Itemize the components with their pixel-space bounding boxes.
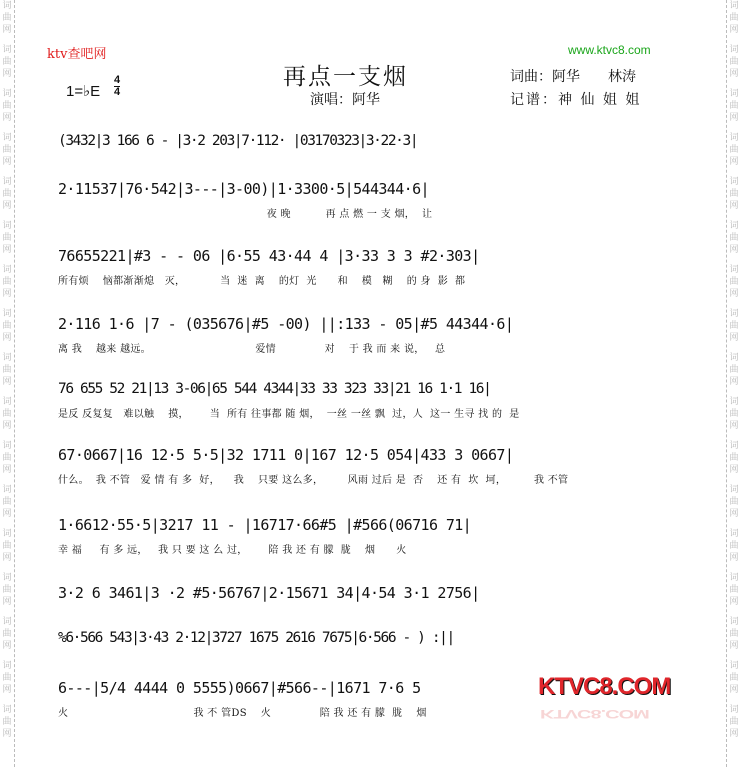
lyrics: 夜 晚 再 点 燃 一 支 烟， 让 xyxy=(58,209,433,220)
watermark-mark: 词 曲 网 xyxy=(2,177,12,211)
score-line-7 xyxy=(58,514,694,558)
score-line-8 xyxy=(58,582,694,604)
score-line-4 xyxy=(58,313,694,357)
watermark-mark: 词 曲 网 xyxy=(2,661,12,695)
watermark-mark: 词 曲 网 xyxy=(729,177,739,211)
lyrics: 离 我 越来 越远。 爱情 对 于 我 而 来 说， 总 xyxy=(58,344,446,355)
singer-credit: 演唱：阿华 xyxy=(310,92,380,108)
score-line-9 xyxy=(58,627,694,649)
watermark-mark: 词 曲 网 xyxy=(729,617,739,651)
lyrics xyxy=(58,160,694,174)
notation: %6·566 543|3·43 2·12|3727 1675 2616 7675|6·566 - ) :|| xyxy=(58,630,454,646)
notation: 2·11537|76·542|3---|3-00)|1·3300·5|544344·6| xyxy=(58,180,429,198)
right-watermark-strip xyxy=(726,0,740,767)
watermark-mark: 词 曲 网 xyxy=(729,353,739,387)
lyrics: 是反 反复复 难以触 摸， 当 所有 往事都 随 烟， 一丝 一丝 飘 过，人 这一 生寻 找 的 是 xyxy=(58,409,520,420)
score-line-5 xyxy=(58,378,694,422)
watermark-mark: 词 曲 网 xyxy=(2,133,12,167)
watermark-mark: 词 曲 网 xyxy=(2,309,12,343)
watermark-mark: 词 曲 网 xyxy=(2,617,12,651)
lyrics: 火 我 不 管DS 火 陪 我 还 有 朦 胧 烟 xyxy=(58,708,427,719)
watermark-mark: 词 曲 网 xyxy=(2,529,12,563)
meter-denominator: 4 xyxy=(114,86,121,98)
watermark-mark: 词 曲 网 xyxy=(2,1,12,35)
song-title: 再点一支烟 xyxy=(283,64,408,90)
watermark-mark: 词 曲 网 xyxy=(2,705,12,739)
watermark-mark: 词 曲 网 xyxy=(729,309,739,343)
watermark-mark: 词 曲 网 xyxy=(2,221,12,255)
watermark-mark: 词 曲 网 xyxy=(729,1,739,35)
watermark-mark: 词 曲 网 xyxy=(729,221,739,255)
site-link-left[interactable]: ktv查吧网 xyxy=(47,47,107,62)
score-line-2 xyxy=(58,178,694,222)
lyrics: 什么。 我 不管 爱 情 有 多 好， 我 只要 这么多， 风雨 过后 是 否 还 有 坎 坷， 我 不管 xyxy=(58,475,569,486)
notation: 76655221|#3 - - 06 |6·55 43·44 4 |3·33 3 3 #2·303| xyxy=(58,247,480,265)
watermark-mark: 词 曲 网 xyxy=(2,485,12,519)
lyrics-music-credit: 词曲：阿华 林涛 xyxy=(510,69,636,85)
notation: 1·6612·55·5|3217 11 - |16717·66#5 |#566(06716 71| xyxy=(58,516,472,534)
notation: 67·0667|16 12·5 5·5|32 1711 0|167 12·5 054|433 3 0667| xyxy=(58,446,514,464)
score-line-6 xyxy=(58,444,694,488)
watermark-mark: 词 曲 网 xyxy=(729,45,739,79)
lyrics: 幸 福 有 多 远， 我 只 要 这 么 过， 陪 我 还 有 朦 胧 烟 火 xyxy=(58,545,407,556)
notation: (3432|3 166 6 - |3·2 203|7·112· |03170323|3·22·3| xyxy=(58,133,418,149)
notation: 76 655 52 21|13 3-06|65 544 4344|33 33 323 33|21 16 1·1 16| xyxy=(58,381,491,397)
watermark-mark: 词 曲 网 xyxy=(2,45,12,79)
watermark-mark: 词 曲 网 xyxy=(729,397,739,431)
watermark-mark: 词 曲 网 xyxy=(2,89,12,123)
watermark-mark: 词 曲 网 xyxy=(729,529,739,563)
watermark-mark: 词 曲 网 xyxy=(2,265,12,299)
watermark-mark: 词 曲 网 xyxy=(2,353,12,387)
lyrics: 所有烦 恼都渐渐熄 灭， 当 迷 离 的灯 光 和 模 糊 的 身 影 都 xyxy=(58,276,466,287)
watermark-mark: 词 曲 网 xyxy=(729,573,739,607)
watermark-mark: 词 曲 网 xyxy=(729,705,739,739)
watermark-mark: 词 曲 网 xyxy=(729,89,739,123)
watermark-mark: 词 曲 网 xyxy=(729,265,739,299)
watermark-mark: 词 曲 网 xyxy=(729,133,739,167)
watermark-mark: 词 曲 网 xyxy=(729,485,739,519)
notation: 6---|5/4 4444 0 5555)0667|#566--|1671 7·6 5 xyxy=(58,679,421,697)
left-watermark-strip xyxy=(0,0,15,767)
watermark-mark: 词 曲 网 xyxy=(729,441,739,475)
watermark-mark: 词 曲 网 xyxy=(729,661,739,695)
watermark-mark: 词 曲 网 xyxy=(2,573,12,607)
time-signature xyxy=(114,75,120,98)
score-line-3 xyxy=(58,245,694,289)
transcriber-credit: 记谱：神 仙 姐 姐 xyxy=(510,92,642,108)
notation: 2·116 1·6 |7 - (035676|#5 -00) ||:133 - 05|#5 44344·6| xyxy=(58,315,514,333)
site-link-right[interactable]: www.ktvc8.com xyxy=(568,43,651,57)
ktvc8-logo: KTVC8.COM xyxy=(538,673,671,700)
score-line-1 xyxy=(58,130,694,174)
key-signature: 1=♭E xyxy=(66,83,101,100)
watermark-mark: 词 曲 网 xyxy=(2,397,12,431)
notation: 3·2 6 3461|3 ·2 #5·56767|2·15671 34|4·54 3·1 2756| xyxy=(58,584,480,602)
watermark-mark: 词 曲 网 xyxy=(2,441,12,475)
meter-numerator: 4 xyxy=(114,74,121,86)
ktvc8-logo-reflection: KTVC8.COM xyxy=(540,707,649,721)
